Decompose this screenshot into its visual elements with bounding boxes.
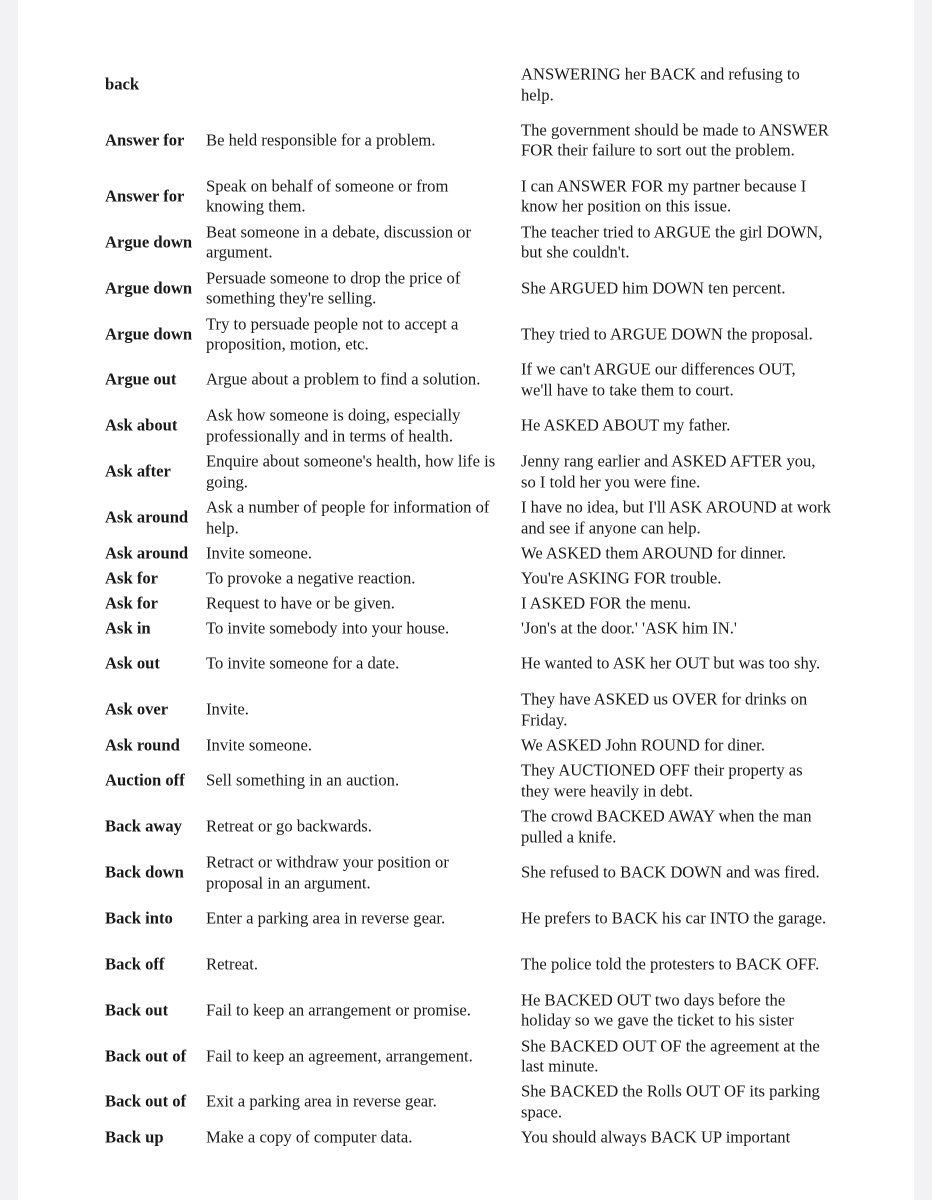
meaning-cell: Fail to keep an arrangement or promise. <box>206 1000 471 1020</box>
meaning-cell: Be held responsible for a problem. <box>206 130 436 150</box>
meaning-cell: Speak on behalf of someone or from knowing them. <box>206 176 449 216</box>
table-row <box>18 942 914 988</box>
example-cell: They AUCTIONED OFF their property as they were heavily in debt. <box>521 760 803 801</box>
meaning-cell: To invite someone for a date. <box>206 654 400 674</box>
phrasal-verb-cell: Ask over <box>105 699 169 719</box>
example-cell: The crowd BACKED AWAY when the man pulled a knife. <box>521 806 812 847</box>
example-cell: We ASKED John ROUND for diner. <box>521 735 765 755</box>
example-cell: They have ASKED us OVER for drinks on Friday. <box>521 689 808 730</box>
phrasal-verb-cell: Back into <box>105 908 173 928</box>
phrasal-verb-cell: Back off <box>105 954 165 974</box>
table-row <box>18 62 914 108</box>
phrasal-verb-cell: Ask about <box>105 415 178 435</box>
table-row <box>18 1034 914 1080</box>
phrasal-verb-cell: Ask out <box>105 654 160 674</box>
example-cell: We ASKED them AROUND for dinner. <box>521 543 787 563</box>
example-cell: They tried to ARGUE DOWN the proposal. <box>521 324 813 344</box>
phrasal-verb-cell: Argue out <box>105 370 177 390</box>
phrasal-verb-cell: Back up <box>105 1127 164 1147</box>
phrasal-verb-cell: Ask around <box>105 507 189 527</box>
meaning-cell: Retreat. <box>206 954 259 974</box>
phrasal-verb-cell: Back out of <box>105 1092 187 1112</box>
table-row <box>18 616 914 641</box>
example-cell: ANSWERING her BACK and refusing to help. <box>521 64 800 104</box>
phrasal-verb-cell: Answer for <box>105 186 185 206</box>
table-row <box>18 357 914 403</box>
meaning-cell: Enter a parking area in reverse gear. <box>206 908 446 928</box>
phrasal-verb-cell: Answer for <box>105 130 185 150</box>
phrasal-verb-cell: Back away <box>105 816 182 836</box>
example-cell: The police told the protesters to BACK OFF. <box>521 954 820 974</box>
example-cell: The teacher tried to ARGUE the girl DOWN, but she couldn't. <box>521 222 823 262</box>
meaning-cell: Argue about a problem to find a solution. <box>206 370 481 390</box>
table-row <box>18 641 914 687</box>
meaning-cell: Enquire about someone's health, how life is going. <box>206 451 496 492</box>
table-row <box>18 733 914 758</box>
phrasal-verb-cell: Argue down <box>105 232 193 252</box>
meaning-cell: Request to have or be given. <box>206 593 395 613</box>
meaning-cell: Beat someone in a debate, discussion or argument. <box>206 222 471 262</box>
phrasal-verb-cell: Back out of <box>105 1046 187 1066</box>
example-cell: She BACKED OUT OF the agreement at the last minute. <box>521 1035 820 1076</box>
meaning-cell: Try to persuade people not to accept a proposition, motion, etc. <box>206 313 459 354</box>
table-row <box>18 591 914 616</box>
table-row <box>18 174 914 220</box>
table-row <box>18 1125 914 1150</box>
table-row <box>18 266 914 312</box>
table-row <box>18 566 914 591</box>
table-row <box>18 896 914 942</box>
meaning-cell: Retreat or go backwards. <box>206 816 372 836</box>
table-row <box>18 687 914 733</box>
example-cell: She ARGUED him DOWN ten percent. <box>521 278 786 298</box>
phrasal-verb-cell: Ask for <box>105 593 159 613</box>
table-row <box>18 449 914 495</box>
meaning-cell: Ask a number of people for information of help. <box>206 497 490 538</box>
example-cell: Jenny rang earlier and ASKED AFTER you, so I told her you were fine. <box>521 451 816 492</box>
phrasal-verb-table <box>18 62 914 1150</box>
meaning-cell: Persuade someone to drop the price of something they're selling. <box>206 268 461 308</box>
phrasal-verb-cell: Back down <box>105 862 184 882</box>
table-row <box>18 403 914 449</box>
example-cell: He prefers to BACK his car INTO the garage. <box>521 908 827 928</box>
example-cell: I can ANSWER FOR my partner because I know her position on this issue. <box>521 176 807 216</box>
meaning-cell: Ask how someone is doing, especially professionally and in terms of health. <box>206 405 461 446</box>
phrasal-verb-cell: Ask in <box>105 618 151 638</box>
meaning-cell: Make a copy of computer data. <box>206 1127 413 1147</box>
meaning-cell: Invite someone. <box>206 735 312 755</box>
example-cell: He BACKED OUT two days before the holiday so we gave the ticket to his sister <box>521 990 794 1030</box>
phrasal-verb-cell: Back out <box>105 1000 169 1020</box>
phrasal-verb-cell: Ask after <box>105 461 171 481</box>
example-cell: You're ASKING FOR trouble. <box>521 568 722 588</box>
phrasal-verb-cell: Ask round <box>105 735 180 755</box>
meaning-cell: Retract or withdraw your position or proposal in an argument. <box>206 852 449 892</box>
table-row <box>18 495 914 541</box>
meaning-cell: To provoke a negative reaction. <box>206 568 416 588</box>
phrasal-verb-cell: Ask around <box>105 543 189 563</box>
phrasal-verb-cell: Argue down <box>105 278 193 298</box>
example-cell: If we can't ARGUE our differences OUT, we'll have to take them to court. <box>521 359 796 400</box>
phrasal-verb-cell: Ask for <box>105 568 159 588</box>
phrasal-verb-cell: Argue down <box>105 324 193 344</box>
table-row <box>18 312 914 358</box>
meaning-cell: Exit a parking area in reverse gear. <box>206 1092 437 1112</box>
table-row <box>18 541 914 566</box>
table-row <box>18 758 914 804</box>
table-row <box>18 850 914 896</box>
meaning-cell: Sell something in an auction. <box>206 770 400 790</box>
example-cell: The government should be made to ANSWER FOR their failure to sort out the problem. <box>521 120 829 160</box>
meaning-cell: Invite someone. <box>206 543 312 563</box>
table-row <box>18 804 914 850</box>
document-page <box>18 0 914 1200</box>
meaning-cell: Invite. <box>206 699 249 719</box>
table-row <box>18 108 914 174</box>
phrasal-verb-cell: Auction off <box>105 770 185 790</box>
table-row <box>18 220 914 266</box>
example-cell: I have no idea, but I'll ASK AROUND at work and see if anyone can help. <box>521 497 831 538</box>
meaning-cell: Fail to keep an agreement, arrangement. <box>206 1046 473 1066</box>
example-cell: He wanted to ASK her OUT but was too shy. <box>521 654 821 674</box>
meaning-cell: To invite somebody into your house. <box>206 618 450 638</box>
table-row <box>18 1080 914 1126</box>
example-cell: I ASKED FOR the menu. <box>521 593 692 613</box>
example-cell: 'Jon's at the door.' 'ASK him IN.' <box>521 618 737 638</box>
example-cell: You should always BACK UP important <box>521 1127 791 1147</box>
table-row <box>18 988 914 1034</box>
phrasal-verb-cell: back <box>105 74 140 94</box>
example-cell: She refused to BACK DOWN and was fired. <box>521 862 820 882</box>
example-cell: He ASKED ABOUT my father. <box>521 415 731 435</box>
example-cell: She BACKED the Rolls OUT OF its parking space. <box>521 1081 820 1122</box>
